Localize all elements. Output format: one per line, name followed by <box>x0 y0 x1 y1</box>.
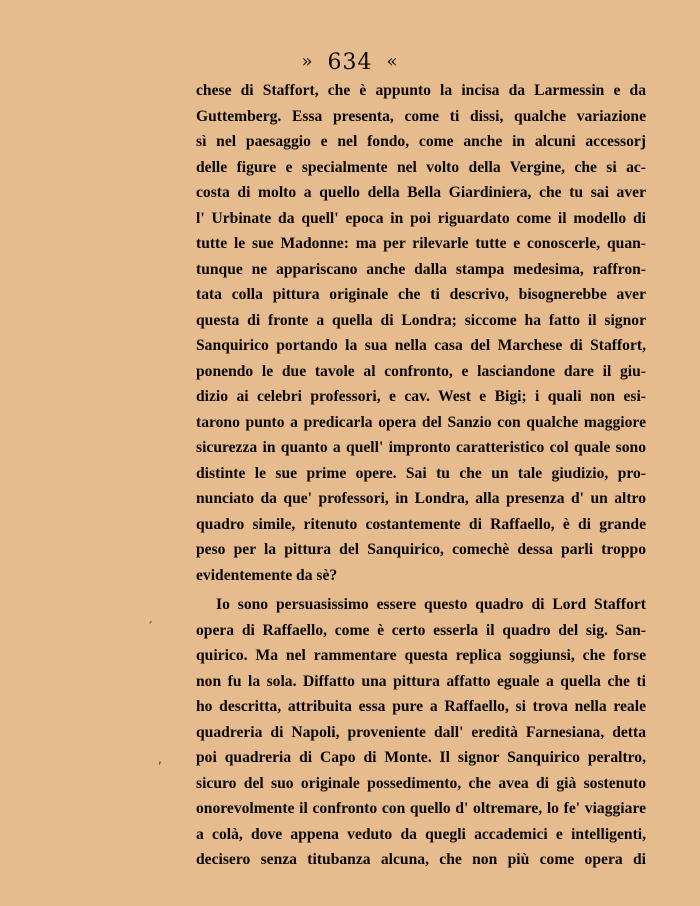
text-line: decisero senza titubanza alcuna, che non più come opera di <box>196 851 646 868</box>
text-line: onorevolmente il confronto con quello d' oltremare, lo fe' viaggiare <box>196 800 646 817</box>
text-line: chese di Staffort, che è appunto la incisa da Larmessin e da <box>196 82 646 99</box>
text-line: ho descritta, attribuita essa pure a Raffaello, si trova nella reale <box>196 698 646 715</box>
text-line: sicuro del suo originale possedimento, che avea di già sostenuto <box>196 774 646 792</box>
paragraph-1 <box>196 78 646 588</box>
text-line: delle figure e specialmente nel volto della Vergine, che si ac- <box>196 158 646 176</box>
ornament-right: « <box>386 51 399 72</box>
paragraph-2 <box>196 592 646 873</box>
text-line: questa di fronte a quella di Londra; siccome ha fatto il signor <box>196 311 646 329</box>
margin-mark: ´ <box>147 620 153 634</box>
text-line: peso per la pittura del Sanquirico, comechè dessa parli troppo <box>196 541 646 558</box>
text-line: l' Urbinate da quell' epoca in poi riguardato come il modello di <box>196 209 646 227</box>
text-line: tarono punto a predicarla opera del Sanzio con qualche maggiore <box>196 413 646 431</box>
margin-mark: , <box>158 752 162 766</box>
text-line: poi quadreria di Capo di Monte. Il signor Sanquirico peraltro, <box>196 749 646 766</box>
text-line: nunciato da que' professori, in Londra, alla presenza d' un altro <box>196 490 646 507</box>
text-line: quadro simile, ritenuto costantemente di Raffaello, è di grande <box>196 515 646 533</box>
text-line: costa di molto a quello della Bella Giardiniera, che tu sai aver <box>196 184 646 201</box>
ornament-left: » <box>301 51 314 72</box>
text-line: Guttemberg. Essa presenta, come ti dissi, qualche variazione <box>196 107 646 125</box>
text-line: quadreria di Napoli, proveniente dall' eredità Farnesiana, detta <box>196 723 646 741</box>
text-line: sicurezza in quanto a quell' impronto caratteristico col quale sono <box>196 439 646 456</box>
text-line: quirico. Ma nel rammentare questa replica soggiunsi, che forse <box>196 647 646 664</box>
text-line: dizio ai celebri professori, e cav. West e Bigi; i quali non esi- <box>196 388 646 405</box>
text-line: ponendo le due tavole al confronto, e lasciandone dare il giu- <box>196 362 646 380</box>
page-number: 634 <box>327 50 373 75</box>
text-line: distinte le sue prime opere. Sai tu che un tale giudizio, pro- <box>196 464 646 482</box>
text-line: Sanquirico portando la sua nella casa del Marchese di Staffort, <box>196 337 646 354</box>
body-text <box>196 78 646 873</box>
text-line: tunque ne appariscano anche dalla stampa medesima, raffron- <box>196 260 646 278</box>
text-line: a colà, dove appena veduto da quegli accademici e intelligenti, <box>196 825 646 843</box>
text-line: opera di Raffaello, come è certo esserla il quadro del sig. San- <box>196 621 646 639</box>
text-line: Io sono persuasissimo essere questo quadro di Lord Staffort <box>216 596 646 613</box>
text-line: tata colla pittura originale che ti descrivo, bisognerebbe aver <box>196 286 646 303</box>
text-line: evidentemente da sè? <box>196 566 338 584</box>
text-line: sì nel paesaggio e nel fondo, come anche in alcuni accessorj <box>196 133 646 150</box>
page-header <box>0 50 700 75</box>
text-line: tutte le sue Madonne: ma per rilevarle tutte e conoscerle, quan- <box>196 235 646 252</box>
text-line: non fu la sola. Diffatto una pittura affatto eguale a quella che ti <box>196 672 646 690</box>
